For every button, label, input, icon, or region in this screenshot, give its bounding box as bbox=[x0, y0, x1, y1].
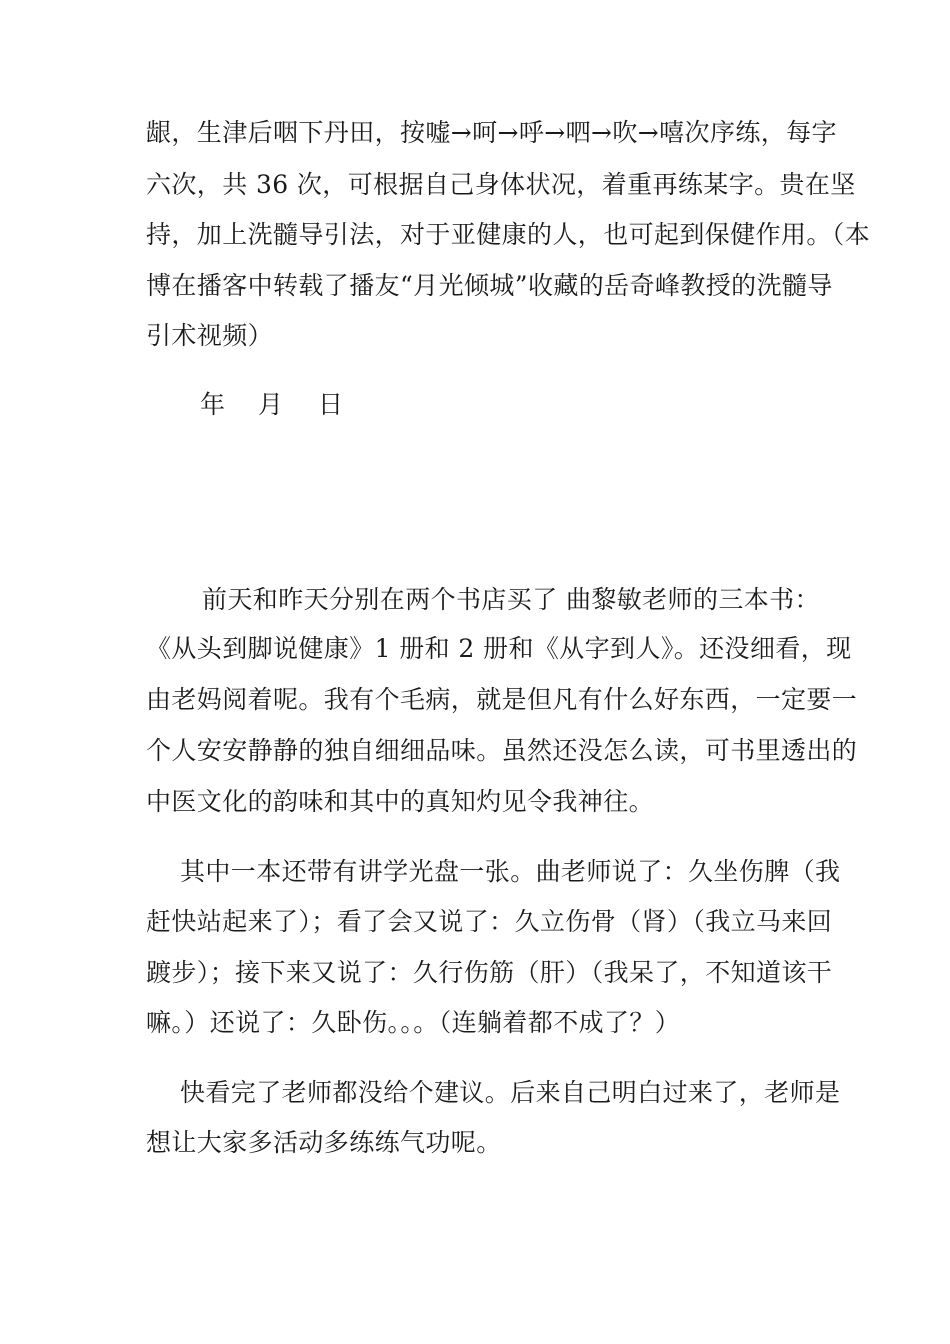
date-month: 月 bbox=[258, 390, 284, 419]
text-line: 前天和昨天分别在两个书店买了 曲黎敏老师的三本书： bbox=[202, 585, 820, 614]
text-line: 赶快站起来了）；看了会又说了：久立伤骨（肾）（我立马来回 bbox=[146, 907, 833, 936]
text-line: 《从头到脚说健康》1 册和 2 册和《从字到人》。还没细看，现 bbox=[146, 634, 852, 663]
text-line: 想让大家多活动多练练气功呢。 bbox=[146, 1128, 502, 1157]
text-line: 中医文化的韵味和其中的真知灼见令我神往。 bbox=[146, 787, 655, 816]
date-year: 年 bbox=[200, 390, 226, 419]
text-line: 其中一本还带有讲学光盘一张。曲老师说了：久坐伤脾（我 bbox=[180, 857, 841, 886]
text-line: 引术视频） bbox=[146, 321, 274, 350]
text-line: 踱步）；接下来又说了：久行伤筋（肝）（我呆了，不知道该干 bbox=[146, 958, 833, 987]
date-line bbox=[0, 390, 950, 420]
text-line: 快看完了老师都没给个建议。后来自己明白过来了，老师是 bbox=[180, 1078, 841, 1107]
text-line: 持，加上洗髓导引法，对于亚健康的人，也可起到保健作用。（本 bbox=[146, 220, 871, 249]
text-line: 龈，生津后咽下丹田，按嘘→呵→呼→呬→吹→嘻次序练，每字 bbox=[146, 118, 837, 147]
text-line: 博在播客中转载了播友“月光倾城”收藏的岳奇峰教授的洗髓导 bbox=[146, 271, 833, 300]
text-line: 嘛。）还说了：久卧伤。。。（连躺着都不成了？） bbox=[146, 1008, 681, 1037]
date-day: 日 bbox=[318, 390, 344, 419]
text-line: 个人安安静静的独自细细品味。虽然还没怎么读，可书里透出的 bbox=[146, 736, 858, 765]
text-line: 由老妈阅着呢。我有个毛病，就是但凡有什么好东西，一定要一 bbox=[146, 685, 858, 714]
text-line: 六次，共 36 次，可根据自己身体状况，着重再练某字。贵在坚 bbox=[146, 170, 856, 199]
